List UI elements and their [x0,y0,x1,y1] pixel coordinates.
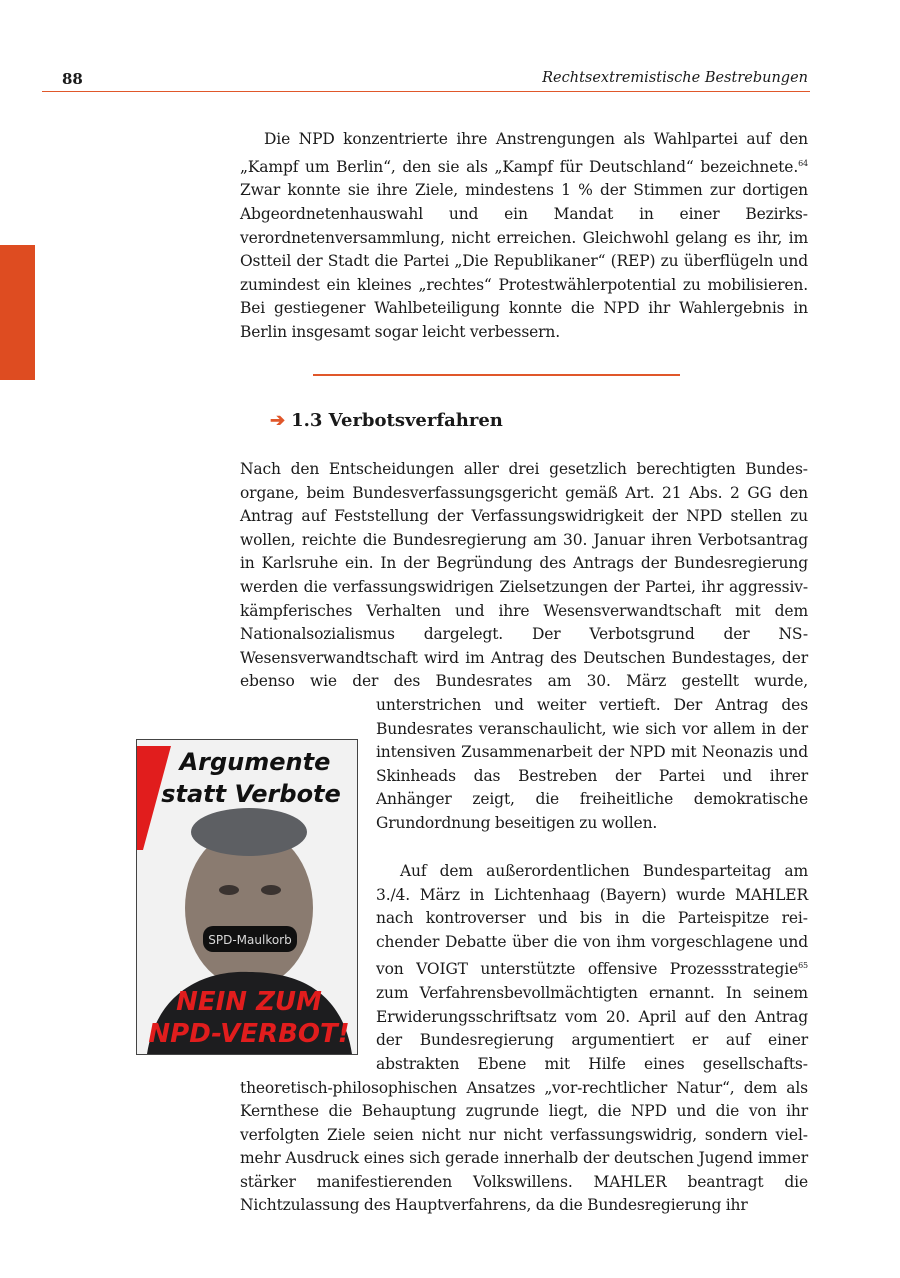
poster-slogan-line1: NEIN ZUM [176,987,322,1017]
footnote-ref-65: 65 [798,961,808,971]
paragraph-text: Die NPD konzentrierte ihre Anstrengungen als Wahlpartei auf den „Kampf um Berlin“, den sie als „Kampf für Deutschland“ bezeichnete. [240,130,808,176]
header-rule [42,91,810,92]
poster-headline-line2: statt Verbote [161,780,341,808]
paragraph-text: Nach den Entscheidungen aller drei gesetzlich berechtigten Bundesorgane, beim Bundesverfassungsgericht gemäß Art. 21 Abs. 2 GG den Antrag auf Feststellung der Verfassungswidrigkeit der NPD stellen zu wollen, reichte die Bundesregierung am 30. Januar ihren Verbotsantrag in Karlsruhe ein. In der Begründung des Antrags der Bundesregierung werden die verfassungswidrigen Zielsetzungen der Partei, ihr aggressiv-kämpferisches Verhalten und ihre Wesensverwandtschaft mit dem Nationalsozialismus dargelegt. Der Verbotsgrund der NS-Wesensverwandtschaft wird im Antrag des Deutschen Bundestages, der ebenso wie der des Bundesrates am 30. März gestellt wurde, unterstrichen und weiter vertieft. Der Antrag des Bundesrates veranschaulicht, wie sich vor allem in der intensiven Zusammenarbeit der NPD mit Neonazis und Skinheads das Bestreben der Partei und ihrer Anhänger zeigt, die freiheitliche demokratische Grundordnung beseitigen zu wollen. [240,460,808,832]
page-number: 88 [62,70,83,88]
paragraph-text: Auf dem außerordentlichen Bundesparteitag am 3./4. März in Lichtenhaag (Bayern) wurde MAHLER nach kontroverser und bis in die Parteispitze reichender Debatte über die von ihm vorgeschlagene und von VOIGT unterstützte offensive Prozessstrategie [376,862,808,979]
gag-text: SPD-Maulkorb [208,933,292,947]
paragraph-bundesparteitag [240,860,808,1218]
section-divider [313,374,680,376]
paragraph-text: zum Verfahrensbevollmächtigten ernannt. In seinem Erwiderungsschriftsatz vom 20. April auf den Antrag der Bundesregierung argumentiert er auf einer abstrakten Ebene mit Hilfe eines gesellschaftstheoretisch-philosophischen Ansatzes „vor-rechtlicher Natur“, dem als Kernthese die Behauptung zugrunde liegt, die NPD und die von ihr verfolgten Ziele seien nicht nur nicht verfassungswidrig, sondern vielmehr Ausdruck eines sich gerade innerhalb der deutschen Jugend immer stärker manifestierenden Volkswillens. MAHLER beantragt die Nichtzulassung des Hauptverfahrens, da die Bundesregierung ihr [240,984,808,1215]
footnote-ref-64: 64 [798,158,808,168]
paragraph-text: Zwar konnte sie ihre Ziele, mindestens 1 % der Stimmen zur dortigen Abgeordnetenhauswahl und ein Mandat in einer Bezirksverordnetenversammlung, nicht erreichen. Gleichwohl gelang es ihr, im Ostteil der Stadt die Partei „Die Republikaner“ (REP) zu überflügeln und zumindest ein kleines „rechtes“ Protestwählerpotential zu mobilisieren. Bei gestiegener Wahlbeteiligung konnte die NPD ihr Wahlergebnis in Berlin insgesamt sogar leicht verbessern. [240,181,808,341]
running-head: Rechtsextremistische Bestrebungen [542,70,808,86]
section-title: 1.3 Verbotsverfahren [291,410,503,431]
section-heading [270,410,503,431]
paragraph-npd-berlin [240,128,808,345]
arrow-right-icon: ➔ [270,410,286,431]
text-wrap-spacer [240,860,376,1072]
poster-headline-line1: Argumente [179,748,331,776]
poster-slogan-line2: NPD-VERBOT! [148,1019,350,1049]
chapter-side-tab [0,245,35,380]
